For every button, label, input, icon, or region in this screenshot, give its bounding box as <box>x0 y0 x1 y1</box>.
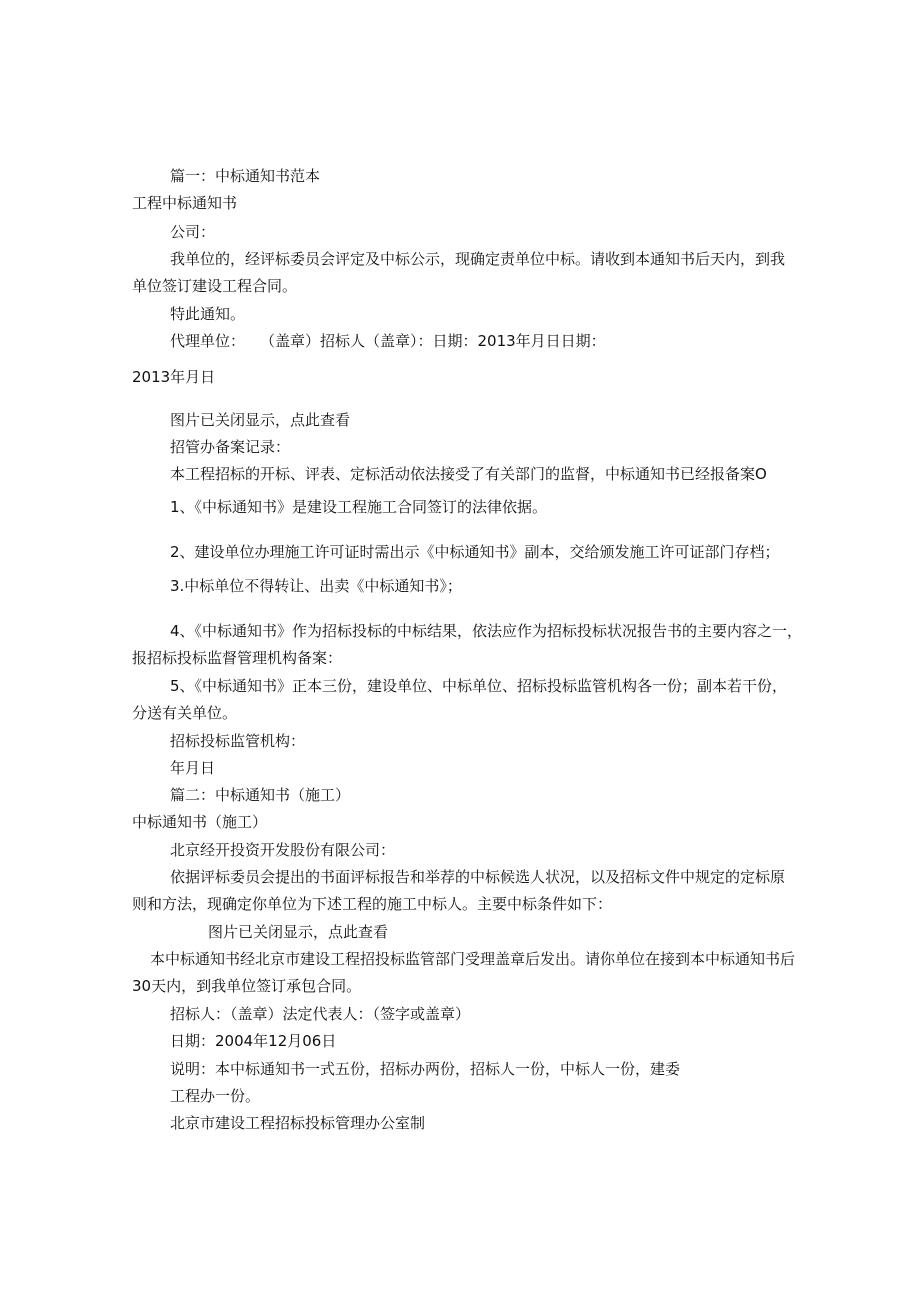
doc1-body-line1: 我单位的，经评标委员会评定及中标公示，现确定责单位中标。请收到本通知书后天内，到我 <box>170 250 786 268</box>
note-2: 2、建设单位办理施工许可证时需出示《中标通知书》副本，交给颁发施工许可证部门存档； <box>170 543 780 561</box>
doc2-title: 中标通知书（施工） <box>132 813 268 831</box>
doc2-body-line2: 则和方法，现确定你单位为下述工程的施工中标人。主要中标条件如下： <box>132 895 613 913</box>
doc1-title: 工程中标通知书 <box>132 194 238 212</box>
note-4-line2: 报招标投标监督管理机构备案： <box>132 649 343 667</box>
doc2-signature-line: 招标人：（盖章）法定代表人：（签字或盖章） <box>170 1005 471 1023</box>
doc1-body-line2: 单位签订建设工程合同。 <box>132 277 298 295</box>
note-3: 3.中标单位不得转让、出卖《中标通知书》； <box>170 577 462 595</box>
section-heading-1: 篇一：中标通知书范本 <box>170 167 321 185</box>
doc1-addressee: 公司： <box>170 223 216 241</box>
note-5-line1: 5、《中标通知书》正本三份，建设单位、中标单位、招标投标监管机构各一份；副本若干份， <box>170 677 788 695</box>
note-1: 1、《中标通知书》是建设工程施工合同签订的法律依据。 <box>170 498 548 516</box>
note-4-line1: 4、《中标通知书》作为招标投标的中标结果，依法应作为招标投标状况报告书的主要内容之一， <box>170 622 803 640</box>
doc2-explain-line1: 说明：本中标通知书一式五份，招标办两份，招标人一份，中标人一份，建委 <box>170 1060 681 1078</box>
doc1-signature-line: 代理单位： （盖章）招标人（盖章）：日期：2013年月日日期： <box>170 332 606 350</box>
doc1-date-line: 2013年月日 <box>132 368 216 386</box>
doc2-footer: 北京市建设工程招标投标管理办公室制 <box>170 1114 426 1132</box>
authority-label: 招标投标监管机构： <box>170 732 306 750</box>
image-placeholder-text-1[interactable]: 图片已关闭显示，点此查看 <box>170 411 351 429</box>
doc2-explain-line2: 工程办一份。 <box>170 1087 261 1105</box>
section-heading-2: 篇二：中标通知书（施工） <box>170 786 351 804</box>
doc2-issue-line1: 本中标通知书经北京市建设工程招投标监管部门受理盖章后发出。请你单位在接到本中标通知书后 <box>150 950 796 968</box>
doc2-addressee: 北京经开投资开发股份有限公司： <box>170 841 396 859</box>
image-placeholder-text-2[interactable]: 图片已关闭显示，点此查看 <box>208 923 389 941</box>
note-5-line2: 分送有关单位。 <box>132 704 238 722</box>
doc1-notice: 特此通知。 <box>170 305 246 323</box>
image-placeholder-link-2[interactable] <box>208 922 388 942</box>
record-label: 招管办备案记录： <box>170 438 291 456</box>
image-placeholder-link-1[interactable] <box>170 410 350 430</box>
record-text: 本工程招标的开标、评表、定标活动依法接受了有关部门的监督，中标通知书已经报备案O <box>170 465 767 483</box>
authority-date: 年月日 <box>170 759 216 777</box>
doc2-date-line: 日期：2004年12月06日 <box>170 1032 337 1050</box>
doc2-issue-line2: 30天内，到我单位签订承包合同。 <box>132 977 362 995</box>
doc2-body-line1: 依据评标委员会提出的书面评标报告和举荐的中标候选人状况，以及招标文件中规定的定标原 <box>170 868 786 886</box>
